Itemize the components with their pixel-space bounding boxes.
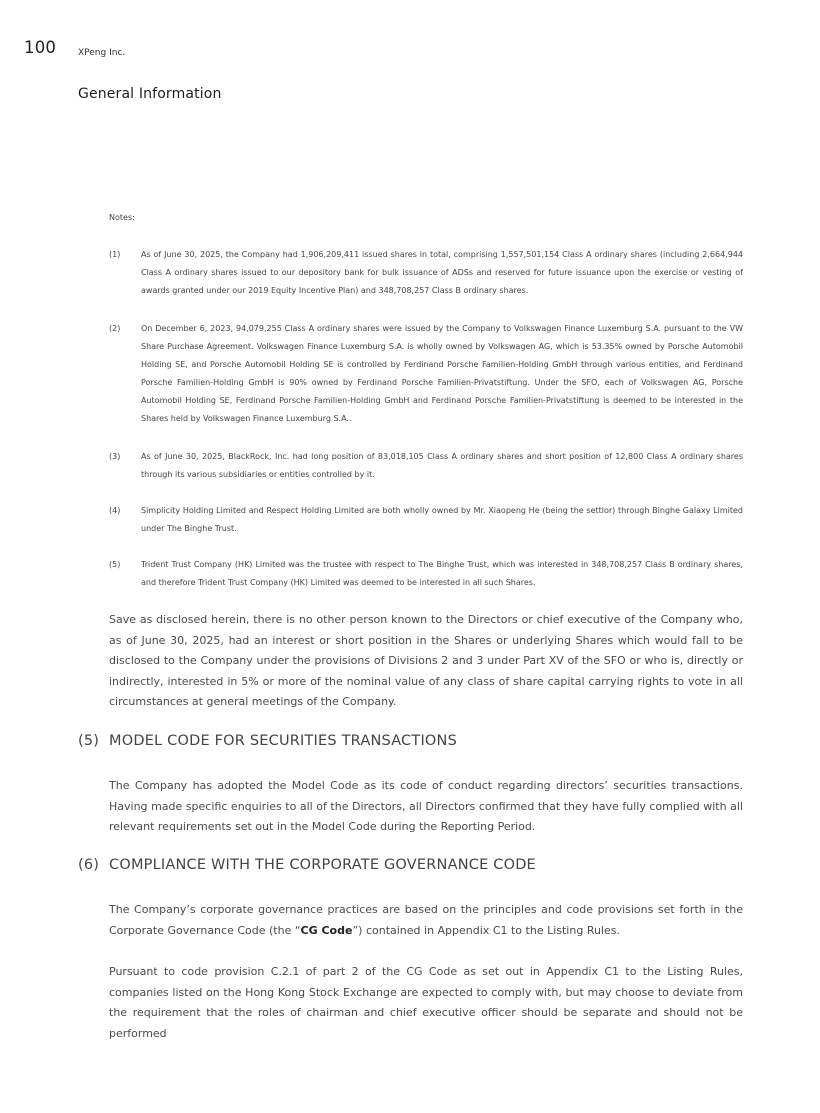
section-heading-cg-code <box>78 857 743 873</box>
note-text: Simplicity Holding Limited and Respect Holding Limited are both wholly owned by Mr. Xiaopeng He (being the settlor) through Binghe Galaxy Limited under The Binghe Trust. <box>141 506 743 533</box>
model-code-paragraph: The Company has adopted the Model Code as its code of conduct regarding directors’ securities transactions. Having made specific enquiries to all of the Directors, all Directors confirmed that they have fully complied with all relevant requirements set out in the Model Code during the Reporting Period. <box>109 779 743 834</box>
section-number: (6) <box>78 857 100 873</box>
note-text: Trident Trust Company (HK) Limited was the trustee with respect to The Binghe Trust, which was interested in 348,708,257 Class B ordinary shares, and therefore Trident Trust Company (HK) Limited was deemed to be interested in all such Shares. <box>141 560 743 587</box>
section-heading-text: MODEL CODE FOR SECURITIES TRANSACTIONS <box>109 733 457 749</box>
page-number: 100 <box>24 38 57 57</box>
cg-code-term: CG Code <box>300 923 353 937</box>
cg-paragraph-text: ”) contained in Appendix C1 to the Listing Rules. <box>352 923 620 937</box>
note-item <box>109 448 743 484</box>
section-heading-model-code <box>78 733 743 749</box>
section-heading-text: COMPLIANCE WITH THE CORPORATE GOVERNANCE CODE <box>109 857 536 873</box>
disclosure-paragraph: Save as disclosed herein, there is no other person known to the Directors or chief executive of the Company who, as of June 30, 2025, had an interest or short position in the Shares or underlying Shares which would fall to be disclosed to the Company under the provisions of Divisions 2 and 3 under Part XV of the SFO or who is, directly or indirectly, interested in 5% or more of the nominal value of any class of share capital carrying rights to vote in all circumstances at general meetings of the Company. <box>109 613 743 709</box>
note-item <box>109 556 743 592</box>
note-item <box>109 502 743 538</box>
cg-paragraph-text: The Company’s corporate governance practices are based on the principles and code provisions set forth in the Corporate Governance Code (the “ <box>109 903 743 937</box>
note-number: (5) <box>109 560 121 569</box>
note-number: (4) <box>109 506 121 515</box>
note-text: As of June 30, 2025, the Company had 1,906,209,411 issued shares in total, comprising 1,557,501,154 Class A ordinary shares (including 2,664,944 Class A ordinary shares issued to our depository bank for bulk issuance of ADSs and reserved for future issuance upon the exercise or vesting of awards granted under our 2019 Equity Incentive Plan) and 348,708,257 Class B ordinary shares. <box>141 250 743 295</box>
note-item <box>109 246 743 300</box>
cg-code-paragraph-1 <box>109 900 743 941</box>
note-number: (2) <box>109 324 121 333</box>
notes-label: Notes: <box>109 213 135 222</box>
section-title: General Information <box>78 86 222 102</box>
note-number: (1) <box>109 250 121 259</box>
note-number: (3) <box>109 452 121 461</box>
note-text: On December 6, 2023, 94,079,255 Class A ordinary shares were issued by the Company to Volkswagen Finance Luxemburg S.A. pursuant to the VW Share Purchase Agreement. Volkswagen Finance Luxemburg S.A. is wholly owned by Volkswagen AG, which is 53.35% owned by Porsche Automobil Holding SE, and Porsche Automobil Holding SE is controlled by Ferdinand Porsche Familien-Holding GmbH through various entities, and Ferdinand Porsche Familien-Holding GmbH is 90% owned by Ferdinand Porsche Familien-Privatstiftung. Under the SFO, each of Volkswagen AG, Porsche Automobil Holding SE, Ferdinand Porsche Familien-Holding GmbH and Ferdinand Porsche Familien-Privatstiftung is deemed to be interested in the Shares held by Volkswagen Finance Luxemburg S.A.. <box>141 324 743 423</box>
company-name: XPeng Inc. <box>78 48 126 58</box>
cg-code-paragraph-2: Pursuant to code provision C.2.1 of part 2 of the CG Code as set out in Appendix C1 to the Listing Rules, companies listed on the Hong Kong Stock Exchange are expected to comply with, but may choose to deviate from the requirement that the roles of chairman and chief executive officer should be separate and should not be performed <box>109 965 743 1040</box>
note-text: As of June 30, 2025, BlackRock, Inc. had long position of 83,018,105 Class A ordinary shares and short position of 12,800 Class A ordinary shares through its various subsidiaries or entities controlled by it. <box>141 452 743 479</box>
note-item <box>109 320 743 428</box>
section-number: (5) <box>78 733 100 749</box>
